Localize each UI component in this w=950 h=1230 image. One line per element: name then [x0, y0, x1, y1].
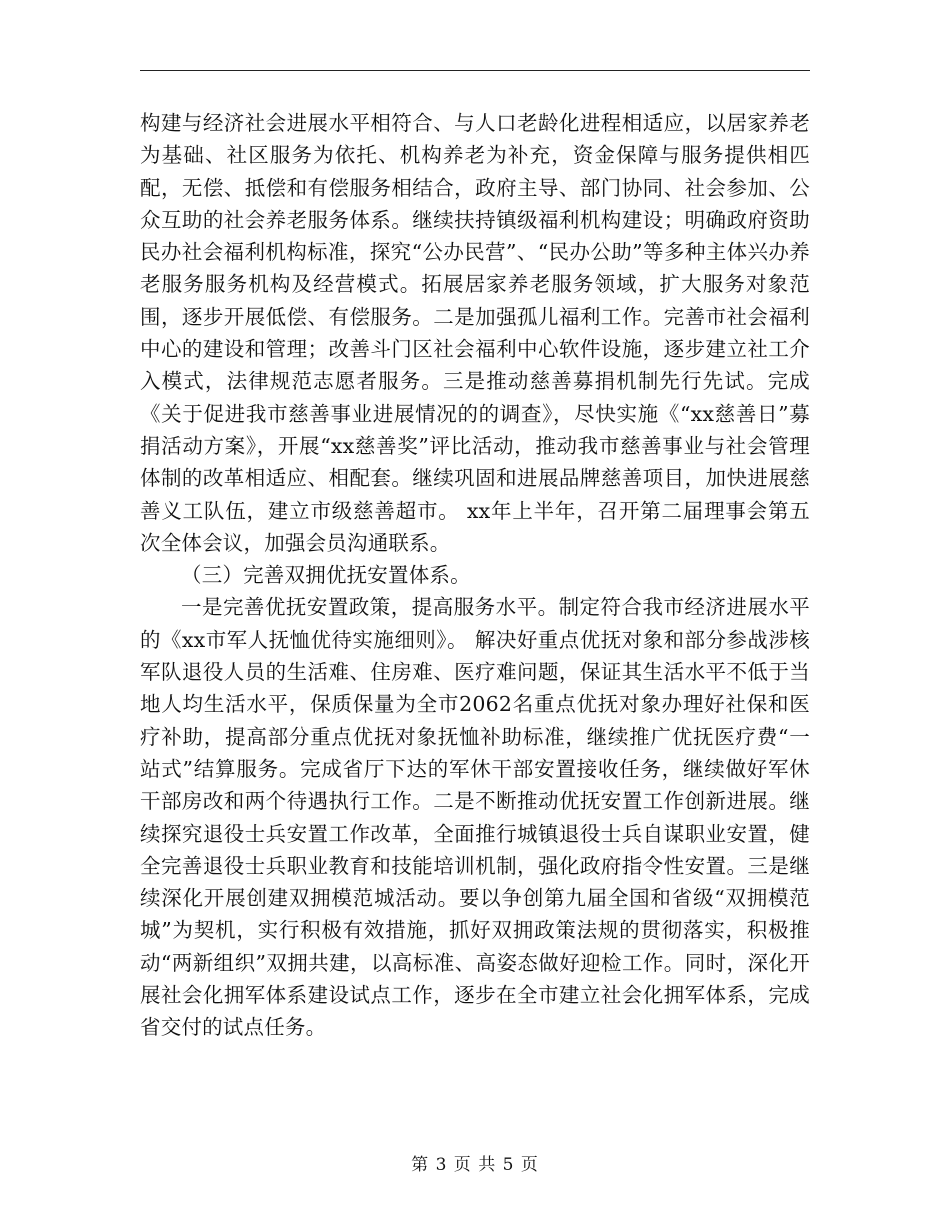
- body-paragraph-1: 构建与经济社会进展水平相符合、与人口老龄化进程相适应，以居家养老为基础、社区服务为依托、机构养老为补充，资金保障与服务提供相匹配，无偿、抵偿和有偿服务相结合，政府主导、部门协同、社会参加、公众互助的社会养老服务体系。继续扶持镇级福利机构建设；明确政府资助民办社会福利机构标准，探究“公办民营”、“民办公助”等多种主体兴办养老服务服务机构及经营模式。拓展居家养老服务领域，扩大服务对象范围，逐步开展低偿、有偿服务。二是加强孤儿福利工作。完善市社会福利中心的建设和管理；改善斗门区社会福利中心软件设施，逐步建立社工介入模式，法律规范志愿者服务。三是推动慈善募捐机制先行先试。完成《关于促进我市慈善事业进展情况的的调查》，尽快实施《“xx慈善日”募捐活动方案》，开展“xx慈善奖”评比活动，推动我市慈善事业与社会管理体制的改革相适应、相配套。继续巩固和进展品牌慈善项目，加快进展慈善义工队伍，建立市级慈善超市。 xx年上半年，召开第二届理事会第五次全体会议，加强会员沟通联系。: [140, 111, 810, 555]
- body-paragraph-2: 一是完善优抚安置政策，提高服务水平。制定符合我市经济进展水平的《xx市军人抚恤优待实施细则》。 解决好重点优抚对象和部分参战涉核军队退役人员的生活难、住房难、医疗难问题，保证其生活水平不低于当地人均生活水平，保质保量为全市2062名重点优抚对象办理好社保和医疗补助，提高部分重点优抚对象抚恤补助标准，继续推广优抚医疗费“一站式”结算服务。完成省厅下达的军休干部安置接收任务，继续做好军休干部房改和两个待遇执行工作。二是不断推动优抚安置工作创新进展。继续探究退役士兵安置工作改革，全面推行城镇退役士兵自谋职业安置，健全完善退役士兵职业教育和技能培训机制，强化政府指令性安置。三是继续深化开展创建双拥模范城活动。要以争创第九届全国和省级“双拥模范城”为契机，实行积极有效措施，抓好双拥政策法规的贯彻落实，积极推动“两新组织”双拥共建，以高标准、高姿态做好迎检工作。同时，深化开展社会化拥军体系建设试点工作，逐步在全市建立社会化拥军体系，完成省交付的试点任务。: [140, 595, 810, 1040]
- page-number-footer: 第 3 页 共 5 页: [411, 1155, 539, 1175]
- header-rule: [140, 70, 810, 71]
- document-body: [140, 107, 810, 1044]
- section-heading: （三）完善双拥优抚安置体系。: [181, 563, 471, 588]
